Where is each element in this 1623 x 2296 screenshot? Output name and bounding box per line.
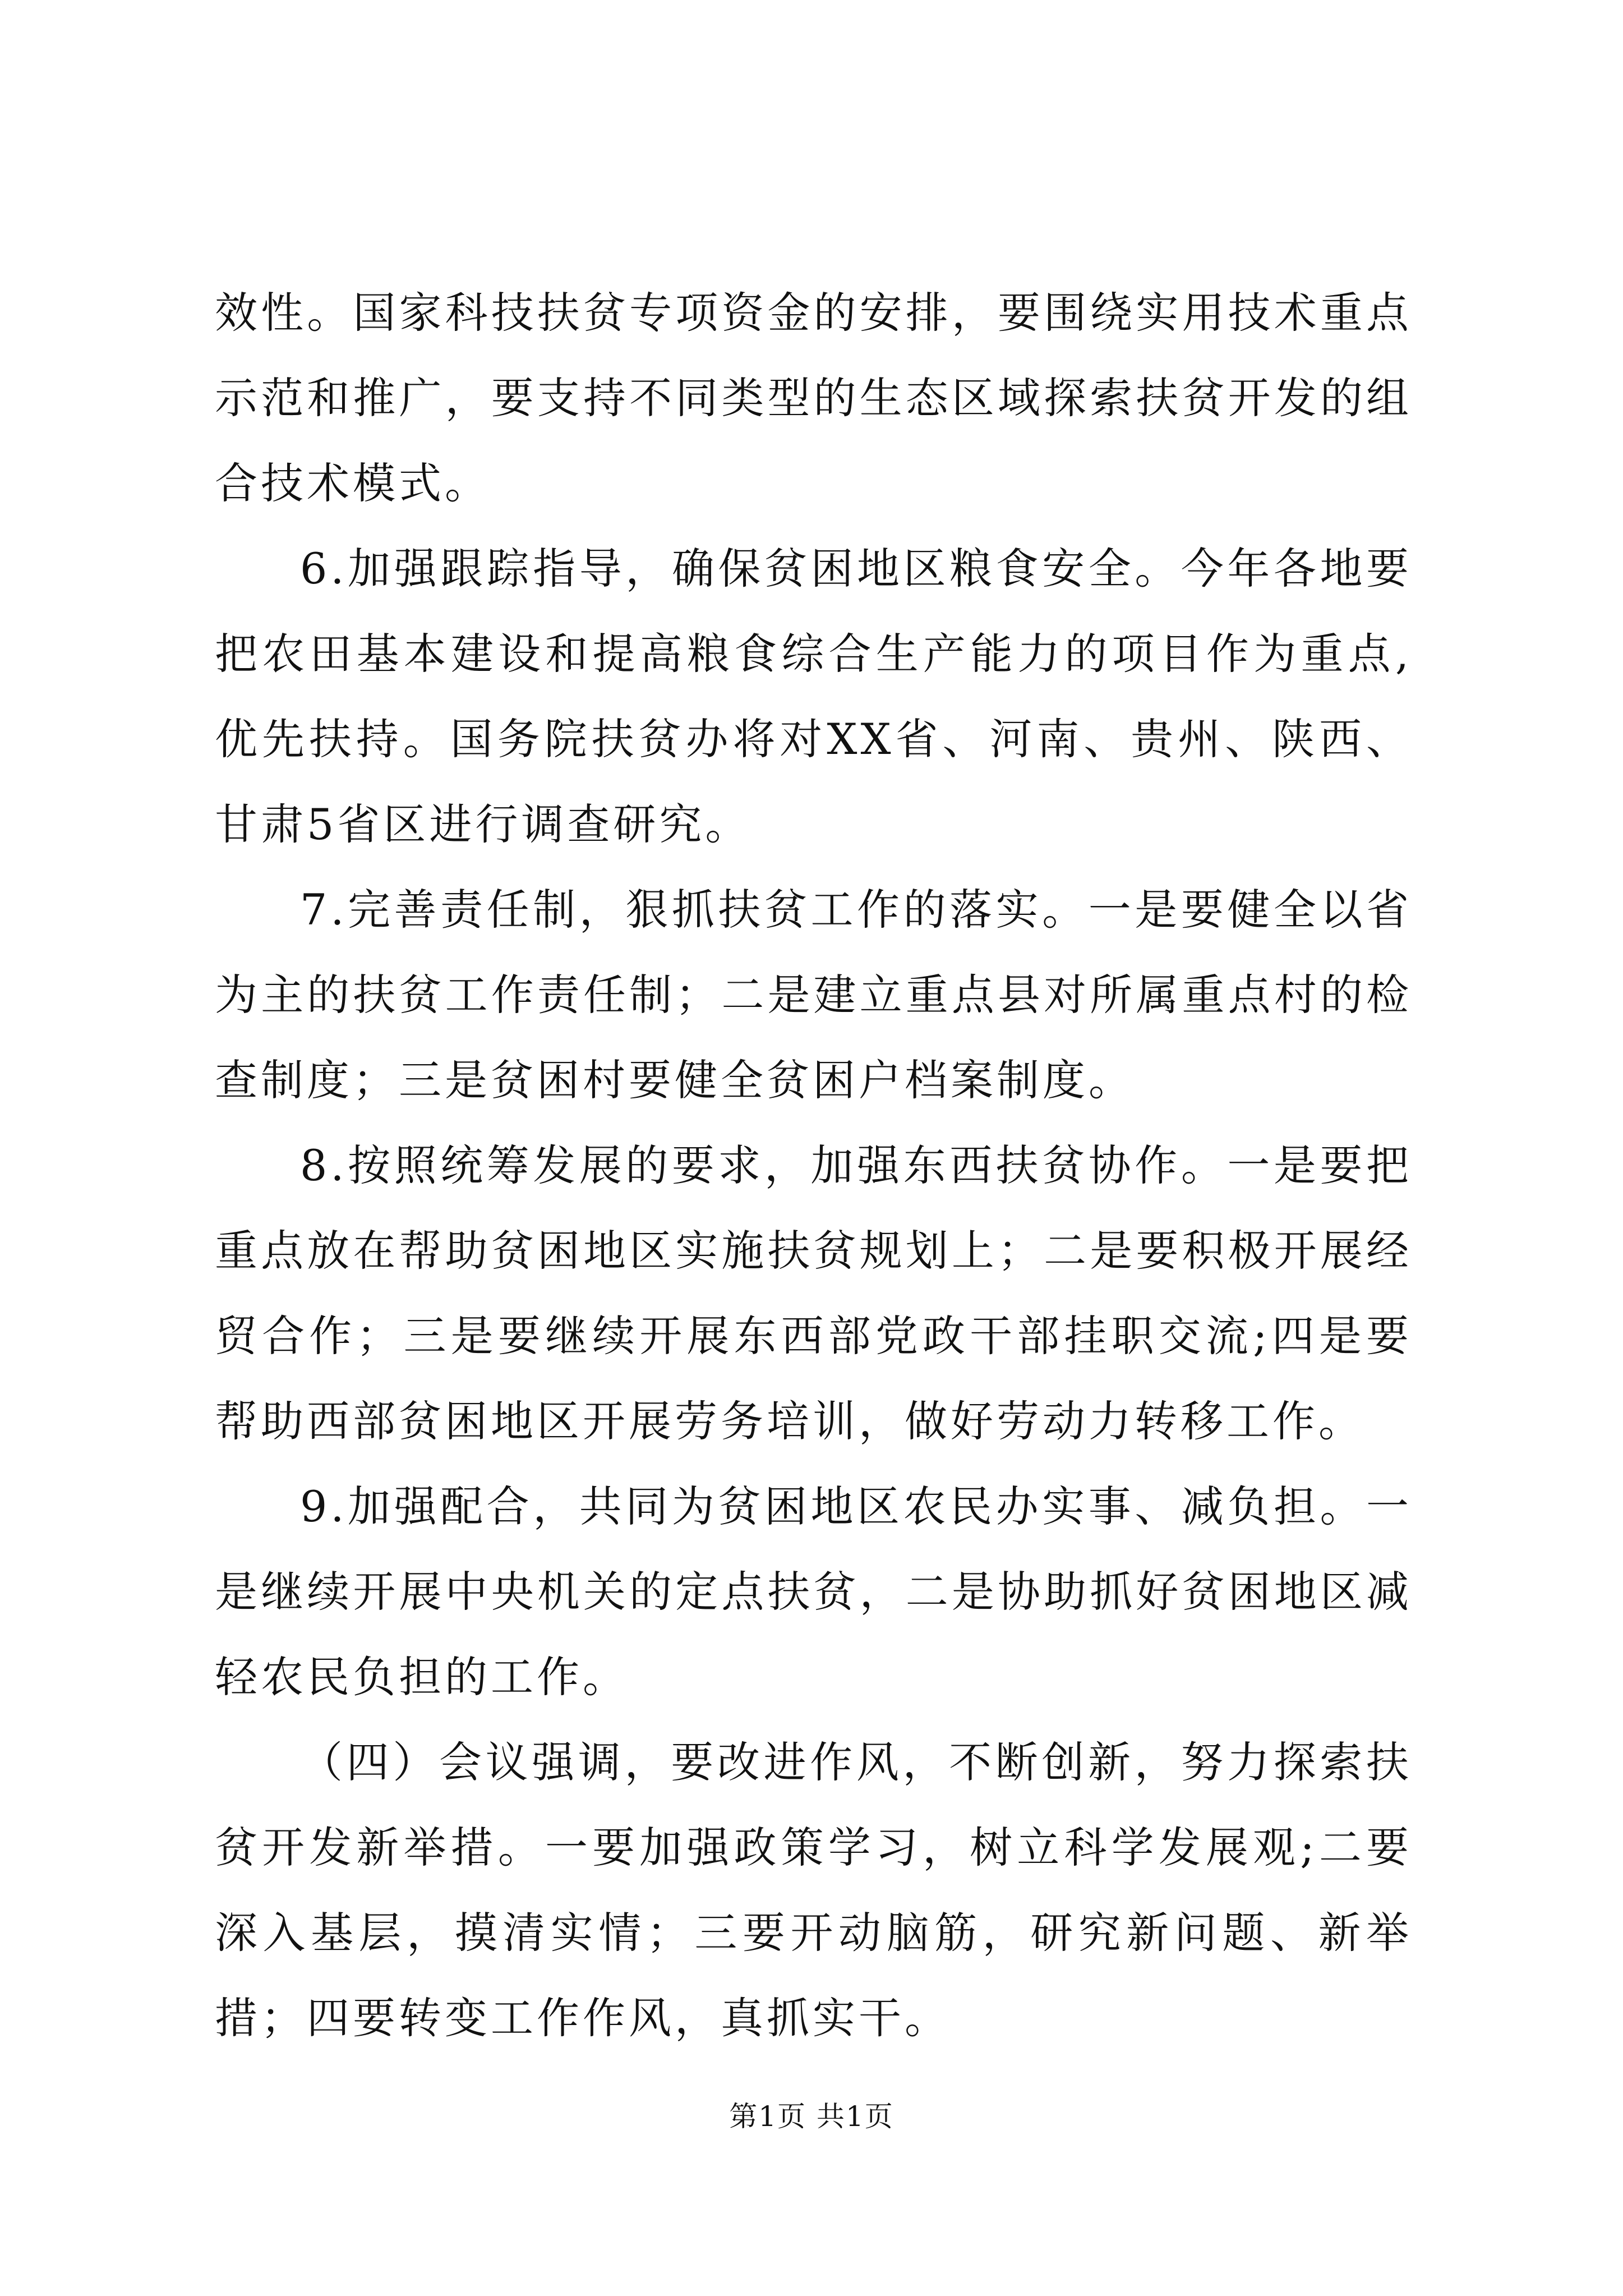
paragraph-item-7: 7.完善责任制，狠抓扶贫工作的落实。一是要健全以省为主的扶贫工作责任制；二是建立重点县对所属重点村的检查制度；三是贫困村要健全贫困户档案制度。 [215, 885, 1412, 1105]
paragraph-section-4: （四）会议强调，要改进作风，不断创新，努力探索扶贫开发新举措。一要加强政策学习，树立科学发展观;二要深入基层，摸清实情；三要开动脑筋，研究新问题、新举措；四要转变工作作风，真抓实干。 [215, 1737, 1412, 2043]
paragraph-item-8: 8.按照统筹发展的要求，加强东西扶贫协作。一是要把重点放在帮助贫困地区实施扶贫规划上；二是要积极开展经贸合作；三是要继续开展东西部党政干部挂职交流;四是要帮助西部贫困地区开展劳务培训，做好劳动力转移工作。 [215, 1140, 1412, 1446]
paragraph-item-6: 6.加强跟踪指导，确保贫困地区粮食安全。今年各地要把农田基本建设和提高粮食综合生产能力的项目作为重点,优先扶持。国务院扶贫办将对XX省、河南、贵州、陕西、甘肃5省区进行调查研究。 [215, 544, 1412, 849]
paragraph-item-9: 9.加强配合，共同为贫困地区农民办实事、减负担。一是继续开展中央机关的定点扶贫，二是协助抓好贫困地区减轻农民负担的工作。 [215, 1481, 1412, 1702]
page-number-footer: 第1页 共1页 [729, 2100, 894, 2133]
paragraph-continuation: 效性。国家科技扶贫专项资金的安排，要围绕实用技术重点示范和推广，要支持不同类型的生态区域探索扶贫开发的组合技术模式。 [215, 288, 1412, 508]
document-body [215, 270, 1412, 2061]
